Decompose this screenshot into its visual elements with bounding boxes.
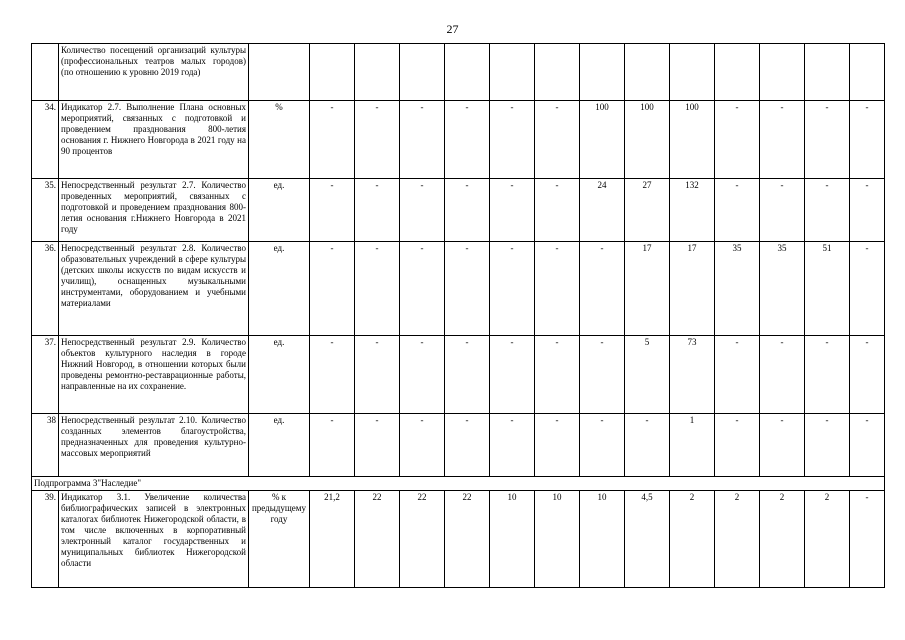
value-cell: - <box>805 336 850 414</box>
table-row <box>32 179 885 242</box>
indicator-description: Непосредственный результат 2.9. Количество объектов культурного наследия в городе Нижний Новгород, в отношении которых были проведены ремонтно-реставрационные работы, направленные на их сохранение. <box>59 336 249 414</box>
value-cell: 35 <box>760 242 805 336</box>
value-cell: - <box>850 336 885 414</box>
value-cell: - <box>490 242 535 336</box>
value-cell: - <box>400 336 445 414</box>
value-cell: - <box>310 179 355 242</box>
value-cell: 24 <box>580 179 625 242</box>
value-cell: - <box>490 414 535 477</box>
value-cell: - <box>445 414 490 477</box>
value-cell: - <box>760 101 805 179</box>
value-cell <box>625 44 670 101</box>
value-cell: - <box>715 101 760 179</box>
value-cell <box>310 44 355 101</box>
value-cell: - <box>535 242 580 336</box>
value-cell: 10 <box>535 491 580 588</box>
value-cell: - <box>355 101 400 179</box>
value-cell: - <box>400 179 445 242</box>
value-cell: 22 <box>355 491 400 588</box>
indicator-description: Непосредственный результат 2.10. Количество созданных элементов благоустройства, предназначенных для проведения культурно-массовых мероприятий <box>59 414 249 477</box>
row-number: 37. <box>32 336 59 414</box>
unit-of-measure: % <box>249 101 310 179</box>
value-cell: 10 <box>490 491 535 588</box>
value-cell: - <box>400 242 445 336</box>
indicator-description: Непосредственный результат 2.8. Количество образовательных учреждений в сфере культуры (детских школы искусств по видам искусств и училищ), оснащенных музыкальными инструментами, оборудованием и учебными материалами <box>59 242 249 336</box>
value-cell: 5 <box>625 336 670 414</box>
value-cell: - <box>580 336 625 414</box>
value-cell: - <box>490 179 535 242</box>
value-cell <box>580 44 625 101</box>
value-cell <box>715 44 760 101</box>
value-cell: 100 <box>670 101 715 179</box>
value-cell <box>445 44 490 101</box>
value-cell: 21,2 <box>310 491 355 588</box>
value-cell: - <box>535 179 580 242</box>
value-cell <box>805 44 850 101</box>
value-cell: - <box>355 336 400 414</box>
value-cell: - <box>715 414 760 477</box>
value-cell: - <box>850 414 885 477</box>
section-row <box>32 477 885 491</box>
value-cell: 100 <box>625 101 670 179</box>
value-cell: 2 <box>760 491 805 588</box>
value-cell: 51 <box>805 242 850 336</box>
unit-of-measure: ед. <box>249 336 310 414</box>
value-cell <box>535 44 580 101</box>
value-cell: - <box>535 336 580 414</box>
section-title: Подпрограмма 3"Наследие" <box>32 477 885 491</box>
table-row <box>32 242 885 336</box>
value-cell: - <box>580 242 625 336</box>
value-cell: 10 <box>580 491 625 588</box>
value-cell: - <box>625 414 670 477</box>
value-cell: - <box>850 242 885 336</box>
page-number: 27 <box>446 22 459 36</box>
value-cell <box>670 44 715 101</box>
value-cell: 27 <box>625 179 670 242</box>
value-cell: - <box>805 179 850 242</box>
value-cell: - <box>355 242 400 336</box>
table-row <box>32 44 885 101</box>
value-cell: - <box>805 101 850 179</box>
value-cell: 4,5 <box>625 491 670 588</box>
value-cell: 2 <box>670 491 715 588</box>
value-cell: - <box>715 179 760 242</box>
unit-of-measure: ед. <box>249 179 310 242</box>
value-cell <box>400 44 445 101</box>
unit-of-measure: ед. <box>249 242 310 336</box>
value-cell: - <box>760 414 805 477</box>
value-cell: 1 <box>670 414 715 477</box>
value-cell: - <box>490 336 535 414</box>
value-cell: - <box>310 101 355 179</box>
indicators-table <box>31 43 885 588</box>
value-cell: - <box>760 179 805 242</box>
value-cell: 22 <box>445 491 490 588</box>
indicator-description: Количество посещений организаций культуры (профессиональных театров малых городов) (по отношению к уровню 2019 года) <box>59 44 249 101</box>
table-row <box>32 101 885 179</box>
unit-of-measure: % к предыдущему году <box>249 491 310 588</box>
value-cell: 17 <box>625 242 670 336</box>
table-row <box>32 491 885 588</box>
value-cell: - <box>310 242 355 336</box>
row-number: 39. <box>32 491 59 588</box>
row-number: 38 <box>32 414 59 477</box>
value-cell <box>760 44 805 101</box>
value-cell: - <box>850 101 885 179</box>
value-cell: 100 <box>580 101 625 179</box>
value-cell: - <box>400 414 445 477</box>
value-cell: 73 <box>670 336 715 414</box>
value-cell: - <box>535 414 580 477</box>
value-cell: - <box>310 336 355 414</box>
row-number: 35. <box>32 179 59 242</box>
value-cell: - <box>760 336 805 414</box>
value-cell: 22 <box>400 491 445 588</box>
value-cell: - <box>355 414 400 477</box>
value-cell: - <box>355 179 400 242</box>
value-cell: 2 <box>805 491 850 588</box>
value-cell: - <box>535 101 580 179</box>
unit-of-measure <box>249 44 310 101</box>
value-cell <box>490 44 535 101</box>
value-cell <box>355 44 400 101</box>
indicator-description: Непосредственный результат 2.7. Количество проведенных мероприятий, связанных с подготовкой и проведением празднования 800-летия основания г.Нижнего Новгорода в 2021 году <box>59 179 249 242</box>
value-cell: 2 <box>715 491 760 588</box>
table-row <box>32 336 885 414</box>
row-number: 36. <box>32 242 59 336</box>
row-number: 34. <box>32 101 59 179</box>
value-cell: - <box>310 414 355 477</box>
value-cell: - <box>445 179 490 242</box>
value-cell: - <box>715 336 760 414</box>
indicator-description: Индикатор 2.7. Выполнение Плана основных мероприятий, связанных с подготовкой и проведением празднования 800-летия основания г. Нижнего Новгорода в 2021 году на 90 процентов <box>59 101 249 179</box>
unit-of-measure: ед. <box>249 414 310 477</box>
value-cell: - <box>400 101 445 179</box>
value-cell: - <box>445 101 490 179</box>
value-cell: - <box>850 179 885 242</box>
value-cell <box>850 44 885 101</box>
indicator-description: Индикатор 3.1. Увеличение количества библиографических записей в электронных каталогах библиотек Нижегородской области, в том числе включенных в корпоративный электронный каталог государственных и муниципальных библиотек Нижегородской области <box>59 491 249 588</box>
value-cell: 132 <box>670 179 715 242</box>
value-cell: - <box>805 414 850 477</box>
value-cell: 35 <box>715 242 760 336</box>
value-cell: 17 <box>670 242 715 336</box>
row-number <box>32 44 59 101</box>
value-cell: - <box>490 101 535 179</box>
value-cell: - <box>580 414 625 477</box>
table-row <box>32 414 885 477</box>
value-cell: - <box>850 491 885 588</box>
value-cell: - <box>445 242 490 336</box>
value-cell: - <box>445 336 490 414</box>
